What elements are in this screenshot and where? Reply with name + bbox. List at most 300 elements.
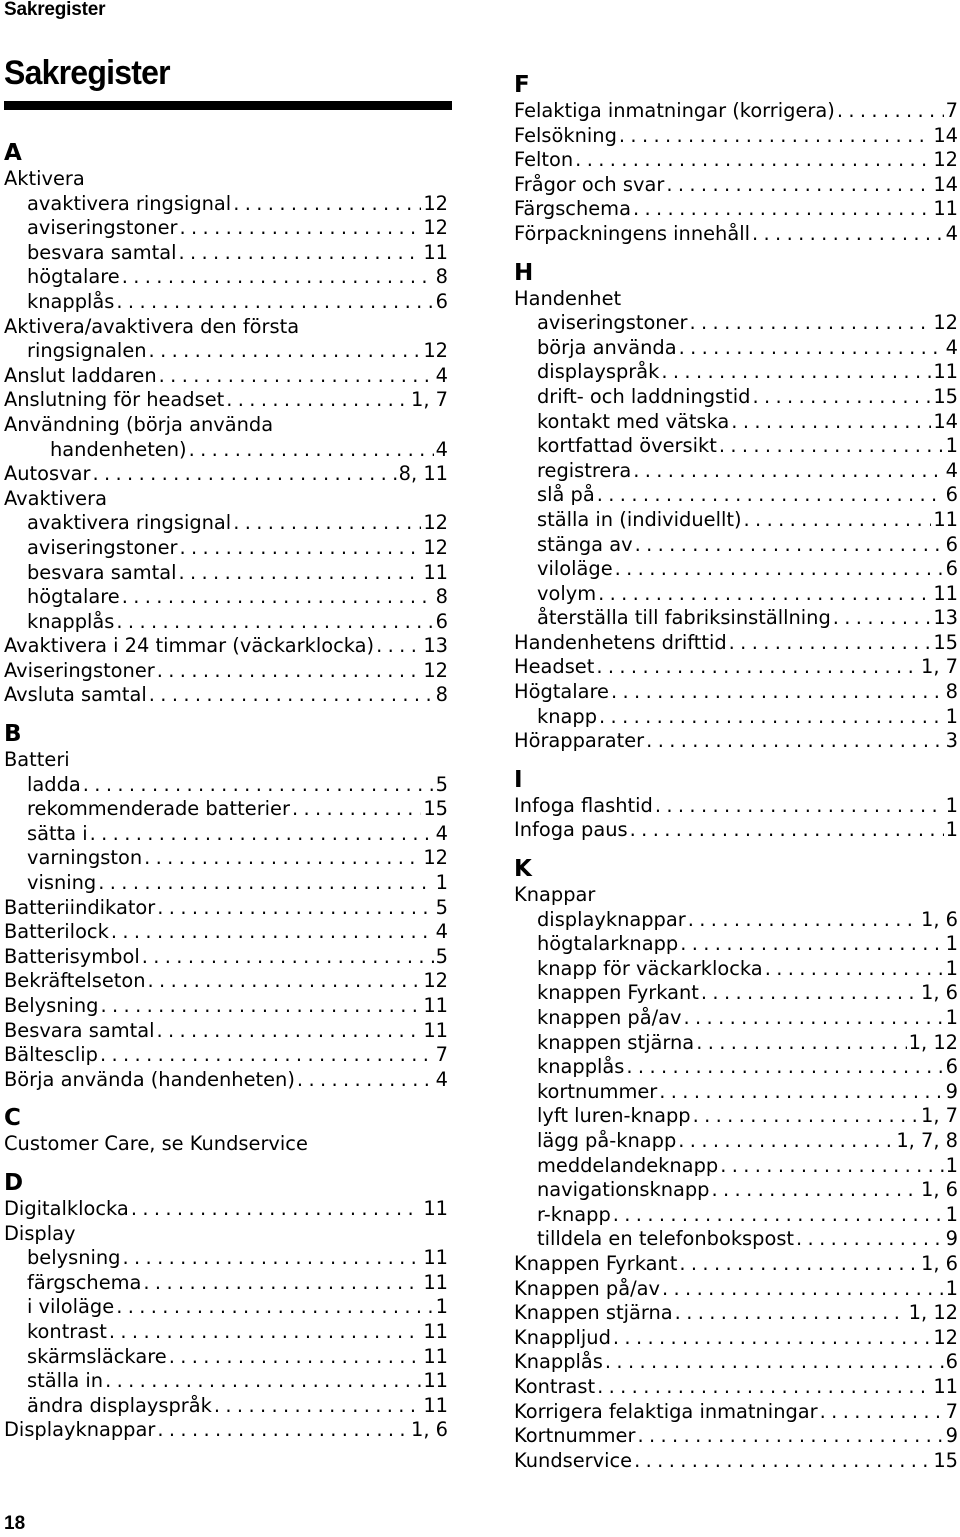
entry-page-reference: 11 [423, 1196, 448, 1220]
index-subentry [514, 705, 958, 730]
entry-page-reference: 15 [933, 1448, 958, 1472]
index-subentry [4, 290, 448, 315]
index-subentry [514, 1055, 958, 1080]
entry-term: aviseringstoner [27, 535, 178, 559]
entry-term: Handenhet [514, 286, 622, 310]
dot-leader [116, 290, 433, 315]
dot-leader [693, 1104, 919, 1129]
entry-term: rekommenderade batterier [27, 797, 290, 821]
entry-term: Autosvar [4, 462, 91, 486]
dot-leader [109, 1320, 421, 1345]
index-entry [4, 364, 448, 389]
entry-term: knappen Fyrkant [537, 981, 699, 1005]
entry-term: knappen stjärna [537, 1030, 695, 1054]
index-entry [4, 1068, 448, 1093]
index-entry [4, 969, 448, 994]
index-letter-heading [4, 1157, 448, 1197]
index-entry [514, 173, 958, 198]
dot-leader [752, 385, 931, 410]
index-letter: H [514, 259, 534, 286]
index-letter: A [4, 140, 22, 166]
dot-leader [122, 265, 434, 290]
entry-page-reference: 4 [435, 1067, 448, 1091]
index-entry [4, 683, 448, 708]
dot-leader [626, 1055, 943, 1080]
entry-page-reference: 1 [945, 1276, 958, 1300]
dot-leader [131, 1197, 422, 1222]
dot-leader [233, 511, 421, 536]
index-subentry [514, 336, 958, 361]
entry-page-reference: 11 [423, 1393, 448, 1417]
entry-page-reference: 11 [423, 1270, 448, 1294]
index-subentry [514, 360, 958, 385]
index-subentry [4, 1345, 448, 1370]
entry-term: högtalare [27, 265, 120, 289]
index-subentry [4, 585, 448, 610]
index-subentry [4, 1320, 448, 1345]
dot-leader [214, 1394, 421, 1419]
entry-page-reference: 13 [933, 606, 958, 630]
dot-leader [180, 216, 422, 241]
dot-leader [752, 222, 944, 247]
entry-term: högtalarknapp [537, 932, 679, 956]
index-entry [514, 1326, 958, 1351]
dot-leader [655, 794, 944, 819]
index-subentry [4, 822, 448, 847]
entry-term: Aktivera/avaktivera den första [4, 314, 300, 338]
index-letter-heading [4, 708, 448, 748]
entry-page-reference: 1, 6 [920, 981, 958, 1005]
index-column-left [4, 127, 448, 1443]
index-entry [514, 1449, 958, 1474]
entry-term: knapplås [27, 289, 115, 313]
index-subentry [514, 434, 958, 459]
entry-term: Infoga flashtid [514, 793, 653, 817]
index-entry [514, 794, 958, 819]
entry-page-reference: 11 [423, 1018, 448, 1042]
dot-leader [297, 1068, 434, 1093]
entry-page-reference: 14 [933, 123, 958, 147]
entry-page-reference: 12 [933, 311, 958, 335]
entry-page-reference: 12 [423, 339, 448, 363]
entry-page-reference: 15 [423, 797, 448, 821]
index-subentry [4, 561, 448, 586]
entry-term: ställa in [27, 1369, 104, 1393]
entry-page-reference: 9 [945, 1227, 958, 1251]
entry-page-reference: 1 [945, 704, 958, 728]
index-entry [514, 1424, 958, 1449]
index-entry [514, 99, 958, 124]
dot-leader [633, 459, 943, 484]
entry-term: i viloläge [27, 1295, 115, 1319]
index-entry [514, 680, 958, 705]
entry-term: Börja använda (handenheten) [4, 1067, 295, 1091]
entry-page-reference: 4 [435, 437, 448, 461]
entry-term: Aktivera [4, 167, 85, 190]
entry-term: Frågor och svar [514, 172, 665, 196]
entry-page-reference: 11 [933, 1374, 958, 1398]
dot-leader [683, 1006, 943, 1031]
index-subentry [4, 1271, 448, 1296]
dot-leader [149, 339, 422, 364]
entry-term: meddelandeknapp [537, 1153, 719, 1177]
index-entry [4, 462, 448, 487]
index-subentry [514, 932, 958, 957]
dot-leader [635, 533, 944, 558]
entry-term: kontakt med vätska [537, 409, 730, 433]
index-entry [4, 388, 448, 413]
dot-leader [116, 1295, 433, 1320]
entry-page-reference: 1 [435, 1295, 448, 1319]
dot-leader [169, 1345, 422, 1370]
entry-term: Customer Care, se Kundservice [4, 1132, 308, 1156]
entry-term: Headset [514, 655, 595, 679]
dot-leader [613, 1203, 944, 1228]
entry-page-reference: 1, 12 [908, 1301, 958, 1325]
entry-page-reference: 9 [945, 1079, 958, 1103]
entry-term: kortfattad översikt [537, 434, 717, 458]
dot-leader [731, 410, 931, 435]
entry-term: Knappen Fyrkant [514, 1251, 678, 1275]
entry-term: Hörapparater [514, 729, 645, 753]
entry-term: Besvara samtal [4, 1018, 155, 1042]
index-entry [4, 1418, 448, 1443]
index-subentry [514, 1154, 958, 1179]
entry-term: stänga av [537, 532, 633, 556]
index-entry [4, 945, 448, 970]
index-subentry [4, 438, 448, 463]
entry-page-reference: 11 [423, 1319, 448, 1343]
entry-term: Knappar [514, 883, 596, 907]
entry-term: aviseringstoner [27, 216, 178, 240]
entry-term: högtalare [27, 585, 120, 609]
entry-page-reference: 11 [423, 1369, 448, 1393]
entry-page-reference: 1, 7 [920, 1104, 958, 1128]
entry-page-reference: 1, 6 [920, 1178, 958, 1202]
entry-term: Knapplås [514, 1350, 603, 1374]
dot-leader [599, 705, 944, 730]
entry-term: besvara samtal [27, 240, 177, 264]
dot-leader [666, 173, 931, 198]
index-letter: I [514, 766, 523, 793]
index-entry-heading [4, 748, 448, 773]
entry-term: visning [27, 871, 97, 895]
dot-leader [83, 773, 434, 798]
entry-page-reference: 1, 7 [920, 655, 958, 679]
entry-term: Bekräftelseton [4, 969, 146, 993]
entry-page-reference: 12 [933, 148, 958, 172]
index-entry-heading [514, 883, 958, 908]
dot-leader [765, 957, 944, 982]
index-subentry [4, 265, 448, 290]
index-subentry [514, 311, 958, 336]
dot-leader [100, 1043, 434, 1068]
index-subentry [514, 957, 958, 982]
dot-leader [661, 360, 931, 385]
dot-leader [92, 462, 396, 487]
entry-page-reference: 1 [945, 1202, 958, 1226]
entry-page-reference: 8 [435, 683, 448, 707]
dot-leader [701, 981, 919, 1006]
dot-leader [662, 1277, 944, 1302]
dot-leader [837, 99, 944, 124]
index-letter-heading [514, 843, 958, 883]
entry-term: knapplås [537, 1055, 625, 1079]
index-entry-heading [4, 413, 448, 438]
dot-leader [226, 388, 409, 413]
index-subentry [514, 1006, 958, 1031]
dot-leader [619, 124, 931, 149]
index-subentry [514, 606, 958, 631]
dot-leader [712, 1178, 919, 1203]
index-subentry [514, 483, 958, 508]
dot-leader [157, 896, 433, 921]
entry-page-reference: 4 [945, 335, 958, 359]
dot-leader [116, 610, 433, 635]
index-subentry [514, 1104, 958, 1129]
entry-page-reference: 6 [945, 1055, 958, 1079]
entry-page-reference: 8 [435, 265, 448, 289]
entry-term: Knappen stjärna [514, 1301, 673, 1325]
index-letter: F [514, 72, 530, 98]
entry-term: belysning [27, 1246, 121, 1270]
dot-leader [598, 582, 931, 607]
dot-leader [111, 920, 434, 945]
entry-page-reference: 1, 6 [920, 1251, 958, 1275]
dot-leader [90, 822, 434, 847]
entry-page-reference: 4 [945, 221, 958, 245]
entry-page-reference: 1 [945, 818, 958, 842]
index-subentry [4, 536, 448, 561]
dot-leader [680, 932, 943, 957]
entry-term: Batteri [4, 748, 70, 772]
index-entry [4, 634, 448, 659]
entry-page-reference: 4 [435, 821, 448, 845]
index-entry [514, 197, 958, 222]
index-column-right [514, 59, 958, 1473]
index-entry [4, 659, 448, 684]
entry-term: varningston [27, 846, 143, 870]
index-entry [514, 1375, 958, 1400]
entry-page-reference: 1, 6 [920, 907, 958, 931]
dot-leader [796, 1227, 944, 1252]
dot-leader [744, 508, 932, 533]
index-subentry [514, 459, 958, 484]
index-entry [514, 222, 958, 247]
dot-leader [178, 561, 421, 586]
entry-term: Batteriindikator [4, 895, 156, 919]
index-letter: K [514, 856, 532, 883]
entry-page-reference: 1, 6 [410, 1418, 448, 1442]
dot-leader [156, 1019, 421, 1044]
entry-term: Bältesclip [4, 1043, 98, 1067]
dot-leader [189, 438, 434, 463]
entry-term: Batterisymbol [4, 944, 140, 968]
index-entry-heading [4, 1222, 448, 1247]
index-letter: C [4, 1105, 21, 1132]
entry-page-reference: 13 [423, 634, 448, 658]
entry-page-reference: 11 [423, 560, 448, 584]
dot-leader [144, 846, 421, 871]
dot-leader [646, 729, 943, 754]
index-subentry [514, 1178, 958, 1203]
index-letter: B [4, 721, 22, 748]
index-entry [4, 1197, 448, 1222]
entry-page-reference: 4 [435, 363, 448, 387]
entry-term: tilldela en telefonbokspost [537, 1227, 795, 1251]
entry-term: registrera [537, 458, 632, 482]
entry-page-reference: 3 [945, 729, 958, 753]
entry-term: knappen på/av [537, 1006, 682, 1029]
dot-leader [659, 1080, 943, 1105]
index-letter-heading [514, 59, 958, 99]
index-entry [514, 818, 958, 843]
index-entry [514, 1301, 958, 1326]
dot-leader [596, 655, 919, 680]
dot-leader [688, 908, 919, 933]
dot-leader [98, 871, 433, 896]
entry-page-reference: 12 [423, 511, 448, 535]
entry-page-reference: 7 [945, 99, 958, 122]
entry-term: ringsignalen [27, 339, 147, 363]
index-subentry [4, 511, 448, 536]
dot-leader [100, 994, 421, 1019]
entry-page-reference: 7 [945, 1399, 958, 1423]
entry-term: Displayknappar [4, 1418, 156, 1442]
dot-leader [611, 680, 944, 705]
index-entry [514, 1277, 958, 1302]
entry-page-reference: 1 [945, 434, 958, 458]
entry-term: återställa till fabriksinställning [537, 606, 831, 630]
entry-page-reference: 6 [435, 609, 448, 633]
entry-page-reference: 8 [435, 585, 448, 609]
entry-page-reference: 12 [933, 1325, 958, 1349]
entry-term: Digitalklocka [4, 1196, 129, 1220]
index-subentry [514, 582, 958, 607]
entry-term: Display [4, 1221, 76, 1245]
entry-term: lägg på-knapp [537, 1128, 677, 1152]
index-subentry [514, 557, 958, 582]
index-subentry [514, 1031, 958, 1056]
entry-term: Färgschema [514, 197, 631, 221]
index-subentry [4, 871, 448, 896]
entry-page-reference: 1 [945, 1006, 958, 1029]
index-subentry [4, 1246, 448, 1271]
entry-page-reference: 1 [945, 793, 958, 817]
dot-leader [597, 483, 944, 508]
index-entry [514, 1350, 958, 1375]
entry-term: knapp för väckarklocka [537, 956, 763, 980]
entry-page-reference: 6 [435, 289, 448, 313]
dot-leader [122, 1246, 421, 1271]
entry-term: börja använda [537, 335, 677, 359]
dot-leader [613, 1326, 931, 1351]
entry-page-reference: 11 [933, 360, 958, 384]
entry-page-reference: 15 [933, 384, 958, 408]
dot-leader [679, 336, 944, 361]
dot-leader [719, 434, 944, 459]
index-entry [514, 1400, 958, 1425]
entry-term: ändra displayspråk [27, 1393, 212, 1417]
entry-page-reference: 11 [423, 1344, 448, 1368]
entry-page-reference: 11 [933, 581, 958, 605]
entry-term: knapp [537, 704, 598, 728]
entry-term: aviseringstoner [537, 311, 688, 335]
index-subentry [514, 1227, 958, 1252]
entry-page-reference: 1 [945, 1153, 958, 1177]
dot-leader [142, 945, 434, 970]
dot-leader [605, 1350, 944, 1375]
entry-page-reference: 1, 7 [410, 388, 448, 412]
index-entry-heading [4, 315, 448, 340]
entry-term: volym [537, 581, 597, 605]
entry-term: Avaktivera [4, 486, 107, 510]
index-entry [514, 729, 958, 754]
index-subentry [514, 410, 958, 435]
entry-term: Felaktiga inmatningar (korrigera) [514, 99, 835, 122]
entry-term: Anslut laddaren [4, 363, 157, 387]
dot-leader [597, 1375, 931, 1400]
entry-term: Felton [514, 148, 574, 172]
index-entry [514, 1252, 958, 1277]
entry-page-reference: 12 [423, 846, 448, 870]
index-letter-heading [4, 1092, 448, 1132]
entry-page-reference: 11 [423, 994, 448, 1017]
dot-leader [820, 1400, 944, 1425]
entry-term: Avsluta samtal [4, 683, 147, 707]
entry-page-reference: 14 [933, 172, 958, 196]
entry-term: drift- och laddningstid [537, 384, 751, 408]
entry-term: lyft luren-knapp [537, 1104, 691, 1128]
index-subentry [4, 216, 448, 241]
dot-leader [679, 1252, 919, 1277]
index-subentry [514, 1080, 958, 1105]
entry-term: Infoga paus [514, 818, 628, 842]
index-entry [4, 994, 448, 1019]
entry-term: Kortnummer [514, 1424, 636, 1448]
entry-term: Avaktivera i 24 timmar (väckarklocka) [4, 634, 375, 658]
entry-term: besvara samtal [27, 560, 177, 584]
entry-term: Kontrast [514, 1374, 596, 1398]
index-subentry [514, 981, 958, 1006]
entry-page-reference: 12 [423, 535, 448, 559]
entry-term: Knappen på/av [514, 1276, 660, 1300]
dot-leader [690, 311, 932, 336]
entry-term: kontrast [27, 1319, 107, 1343]
index-letter: D [4, 1169, 24, 1196]
entry-page-reference: 6 [945, 1350, 958, 1374]
dot-leader [615, 557, 944, 582]
index-subentry [514, 908, 958, 933]
index-subentry [4, 1295, 448, 1320]
dot-leader [720, 1154, 943, 1179]
entry-page-reference: 5 [435, 895, 448, 919]
entry-page-reference: 8 [945, 680, 958, 704]
dot-leader [675, 1301, 907, 1326]
entry-page-reference: 5 [435, 772, 448, 796]
entry-term: Batterilock [4, 920, 109, 944]
entry-page-reference: 12 [423, 969, 448, 993]
index-subentry [514, 508, 958, 533]
dot-leader [729, 631, 932, 656]
dot-leader [633, 197, 931, 222]
running-header: Sakregister [4, 0, 106, 20]
entry-term: Kundservice [514, 1448, 633, 1472]
page-number: 18 [4, 1513, 26, 1534]
dot-leader [376, 634, 421, 659]
index-subentry [4, 192, 448, 217]
index-entry [514, 148, 958, 173]
